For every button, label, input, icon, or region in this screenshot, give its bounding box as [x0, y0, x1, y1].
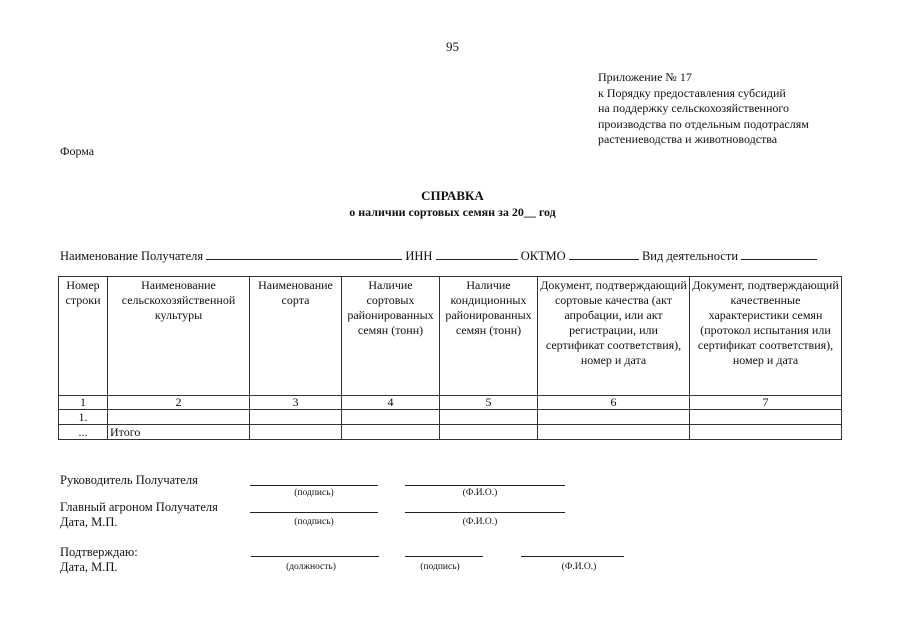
- oktmo-field[interactable]: [569, 248, 639, 260]
- appendix-line: на поддержку сельскохозяйственного: [598, 101, 790, 115]
- table-cell[interactable]: [342, 425, 440, 440]
- agronomist-fio-line[interactable]: [405, 512, 565, 513]
- head-fio-line[interactable]: [405, 485, 565, 486]
- header-varietal-seeds: Наличие сортовых районированных семян (тонн): [342, 277, 440, 396]
- table-cell[interactable]: [690, 410, 842, 425]
- table-cell[interactable]: [342, 410, 440, 425]
- column-number: 2: [108, 396, 250, 410]
- column-number: 6: [538, 396, 690, 410]
- table-cell[interactable]: [250, 425, 342, 440]
- column-number: 5: [440, 396, 538, 410]
- caption-fio: (Ф.И.О.): [462, 488, 498, 498]
- table-cell[interactable]: [440, 425, 538, 440]
- header-variety-name: Наименование сорта: [250, 277, 342, 396]
- document-title: СПРАВКА: [421, 188, 484, 203]
- caption-signature: (подпись): [294, 488, 334, 498]
- appendix-line: производства по отдельным подотраслям: [598, 116, 809, 131]
- column-number: 7: [690, 396, 842, 410]
- inn-label: ИНН: [405, 249, 433, 263]
- table-cell[interactable]: [538, 425, 690, 440]
- caption-position: (должность): [286, 562, 336, 572]
- confirm-fio-line[interactable]: [521, 556, 624, 557]
- table-cell[interactable]: [108, 410, 250, 425]
- appendix-block: [598, 70, 809, 148]
- header-varietal-document: Документ, подтверждающий сортовые качества (акт апробации, или акт регистрации, или сертификат соответствия), номер и дата: [538, 277, 690, 396]
- activity-label: Вид деятельности: [641, 249, 739, 263]
- head-signature-line[interactable]: [250, 485, 378, 486]
- table-cell[interactable]: [440, 410, 538, 425]
- total-label: Итого: [108, 425, 250, 440]
- caption-signature: (подпись): [294, 517, 334, 527]
- recipient-name-field[interactable]: [206, 248, 402, 260]
- table-row-total: [59, 425, 842, 440]
- date-mp-label: Дата, М.П.: [60, 515, 118, 529]
- header-row-number: Номер строки: [59, 277, 108, 396]
- column-number: 3: [250, 396, 342, 410]
- agronomist-label: Главный агроном Получателя: [60, 500, 218, 514]
- table-row: [59, 410, 842, 425]
- table-cell[interactable]: [690, 425, 842, 440]
- appendix-line: растениеводства и животноводства: [598, 132, 778, 146]
- inn-field[interactable]: [436, 248, 518, 260]
- table-cell[interactable]: ...: [59, 425, 108, 440]
- caption-signature: (подпись): [420, 562, 460, 572]
- caption-fio: (Ф.И.О.): [561, 562, 597, 572]
- column-number: 1: [59, 396, 108, 410]
- appendix-line: Приложение № 17: [598, 70, 692, 84]
- caption-fio: (Ф.И.О.): [462, 517, 498, 527]
- table-cell[interactable]: 1.: [59, 410, 108, 425]
- appendix-line: к Порядку предоставления субсидий: [598, 85, 786, 100]
- table-cell[interactable]: [250, 410, 342, 425]
- seeds-table: [58, 276, 842, 440]
- confirm-signature-line[interactable]: [405, 556, 483, 557]
- head-label: Руководитель Получателя: [60, 473, 198, 487]
- form-label: Форма: [60, 144, 95, 158]
- table-cell[interactable]: [538, 410, 690, 425]
- agronomist-signature-line[interactable]: [250, 512, 378, 513]
- recipient-name-label: Наименование Получателя: [60, 249, 204, 263]
- page-number: 95: [446, 39, 459, 54]
- confirm-position-line[interactable]: [251, 556, 379, 557]
- document-subtitle: о наличии сортовых семян за 20__ год: [349, 205, 556, 219]
- oktmo-label: ОКТМО: [520, 249, 566, 263]
- activity-field[interactable]: [741, 248, 817, 260]
- column-number: 4: [342, 396, 440, 410]
- column-number-row: [59, 396, 842, 410]
- confirm-label: Подтверждаю:: [60, 545, 138, 559]
- header-quality-document: Документ, подтверждающий качественные характеристики семян (протокол испытания или сертификат соответствия), номер и дата: [690, 277, 842, 396]
- table-header-row: [59, 277, 842, 396]
- recipient-line: [60, 248, 817, 264]
- header-conditioned-seeds: Наличие кондиционных районированных семян (тонн): [440, 277, 538, 396]
- header-crop-name: Наименование сельскохозяйственной культуры: [108, 277, 250, 396]
- date-mp-label-2: Дата, М.П.: [60, 560, 118, 574]
